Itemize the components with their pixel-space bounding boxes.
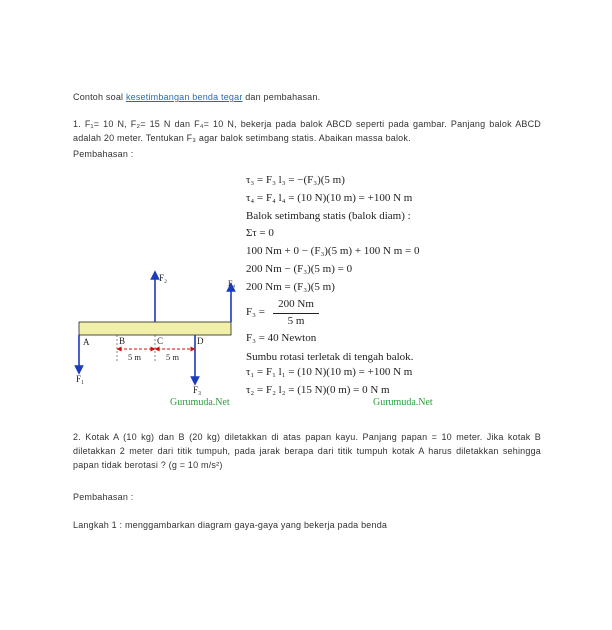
- label-f3: F₃: [193, 385, 202, 395]
- equation-line: 200 Nm − (F₃)(5 m) = 0: [246, 263, 353, 275]
- equation-line: Balok setimbang statis (balok diam) :: [246, 210, 411, 222]
- problem-2-pembahasan-label: Pembahasan :: [73, 492, 134, 502]
- equation-line: τ₃ = F₃ l₃ = −(F₃)(5 m): [246, 174, 345, 186]
- label-c: C: [157, 336, 164, 346]
- fraction-numerator: 200 Nm: [278, 298, 314, 310]
- fraction-lhs: F₃ =: [246, 306, 265, 318]
- label-a: A: [83, 337, 90, 347]
- label-f2: F₂: [159, 273, 168, 283]
- intro-paragraph: [73, 90, 541, 104]
- label-dist-bc: 5 m: [128, 352, 141, 362]
- beam: [79, 322, 231, 335]
- beam-diagram: [73, 168, 243, 413]
- intro-text: Contoh soal: [73, 92, 126, 102]
- label-dist-cd: 5 m: [166, 352, 179, 362]
- problem-1-pembahasan-label: Pembahasan :: [73, 149, 134, 159]
- step-1-text: Langkah 1 : menggambarkan diagram gaya-gaya yang bekerja pada benda: [73, 520, 388, 530]
- beam-figure: [73, 168, 243, 418]
- watermark-left: Gurumuda.Net: [170, 397, 230, 408]
- label-d: D: [197, 336, 204, 346]
- problem-2-text: 2. Kotak A (10 kg) dan B (20 kg) diletakkan di atas papan kayu. Panjang papan = 10 meter. Jika kotak B diletakkan 2 meter dari titik tumpuh, pada jarak berapa dari titik tumpuh kotak A harus diletakkan sehingga papan tidak berotasi ? (g = 10 m/s²): [73, 432, 541, 470]
- label-b: B: [119, 336, 126, 346]
- equation-line: F₃ = 40 Newton: [246, 332, 317, 344]
- watermark-right: Gurumuda.Net: [373, 397, 433, 408]
- intro-text-end: dan pembahasan.: [242, 92, 321, 102]
- topic-link[interactable]: kesetimbangan benda tegar: [125, 92, 243, 102]
- equation-line: τ₄ = F₄ l₄ = (10 N)(10 m) = +100 N m: [246, 192, 413, 204]
- equation-line: τ₂ = F₂ l₂ = (15 N)(0 m) = 0 N m: [246, 384, 390, 396]
- equation-line: Sumbu rotasi terletak di tengah balok.: [246, 351, 414, 363]
- fraction-denominator: 5 m: [287, 315, 305, 327]
- equation-line: Στ = 0: [246, 227, 274, 239]
- label-f4: F₄: [228, 279, 236, 288]
- equation-line: 100 Nm + 0 − (F₃)(5 m) + 100 N m = 0: [246, 245, 420, 257]
- equation-line: 200 Nm = (F₃)(5 m): [246, 281, 335, 293]
- problem-1-text: 1. F₁= 10 N, F₂= 15 N dan F₄= 10 N, bekerja pada balok ABCD seperti pada gambar. Panjang balok ABCD adalah 20 meter. Tentukan F₃ agar balok setimbang statis. Abaikan massa balok.: [73, 119, 541, 143]
- label-f1: F₁: [76, 374, 85, 384]
- fraction-bar: [273, 313, 319, 314]
- equation-line: τ₁ = F₁ l₁ = (10 N)(10 m) = +100 N m: [246, 366, 413, 378]
